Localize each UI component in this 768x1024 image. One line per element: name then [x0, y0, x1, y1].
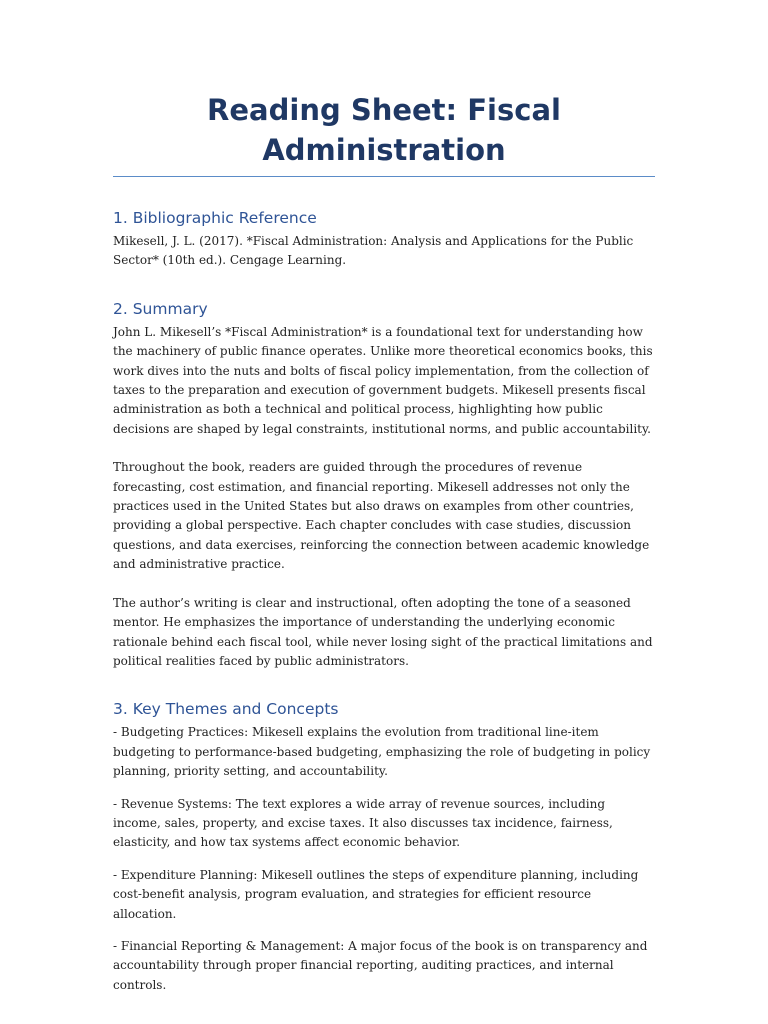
section-bibliographic-reference — [113, 208, 655, 271]
section-heading: 3. Key Themes and Concepts — [113, 700, 339, 719]
paragraph: Mikesell, J. L. (2017). *Fiscal Administration: Analysis and Applications for the Public Sector* (10th ed.). Cengage Learning. — [113, 234, 634, 268]
section-heading: 2. Summary — [113, 299, 208, 318]
section-key-themes — [113, 699, 655, 995]
section-heading: 1. Bibliographic Reference — [113, 209, 317, 227]
page-title: Reading Sheet: Fiscal Administration — [113, 90, 655, 177]
section-summary — [113, 299, 655, 672]
paragraph: Throughout the book, readers are guided through the procedures of revenue forecasting, cost estimation, and financial reporting. Mikesell addresses not only the practices used in the United States but also draws on examples from other countries, providing a global perspective. Each chapter concludes with case studies, discussion questions, and data exercises, reinforcing the connection between academic knowledge and administrative practice. — [113, 460, 650, 572]
list-item: - Financial Reporting & Management: A major focus of the book is on transparency and accountability through proper financial reporting, auditing practices, and internal controls. — [113, 938, 648, 992]
paragraph: John L. Mikesell’s *Fiscal Administration* is a foundational text for understanding how the machinery of public finance operates. Unlike more theoretical economics books, this work dives into the nuts and bolts of fiscal policy implementation, from the collection of taxes to the preparation and execution of government budgets. Mikesell presents fiscal administration as both a technical and political process, highlighting how public decisions are shaped by legal constraints, institutional norms, and public accountability. — [113, 324, 653, 436]
list-item: - Budgeting Practices: Mikesell explains the evolution from traditional line-item budgeting to performance-based budgeting, emphasizing the role of budgeting in policy planning, priority setting, and accountability. — [113, 725, 651, 779]
list-item: - Revenue Systems: The text explores a wide array of revenue sources, including income, sales, property, and excise taxes. It also discusses tax incidence, fairness, elasticity, and how tax systems affect economic behavior. — [113, 796, 613, 850]
list-item: - Expenditure Planning: Mikesell outlines the steps of expenditure planning, including cost-benefit analysis, program evaluation, and strategies for efficient resource allocation. — [113, 867, 639, 921]
paragraph: The author’s writing is clear and instructional, often adopting the tone of a seasoned mentor. He emphasizes the importance of understanding the underlying economic rationale behind each fiscal tool, while never losing sight of the practical limitations and political realities faced by public administrators. — [113, 595, 653, 668]
document-page — [113, 90, 655, 995]
